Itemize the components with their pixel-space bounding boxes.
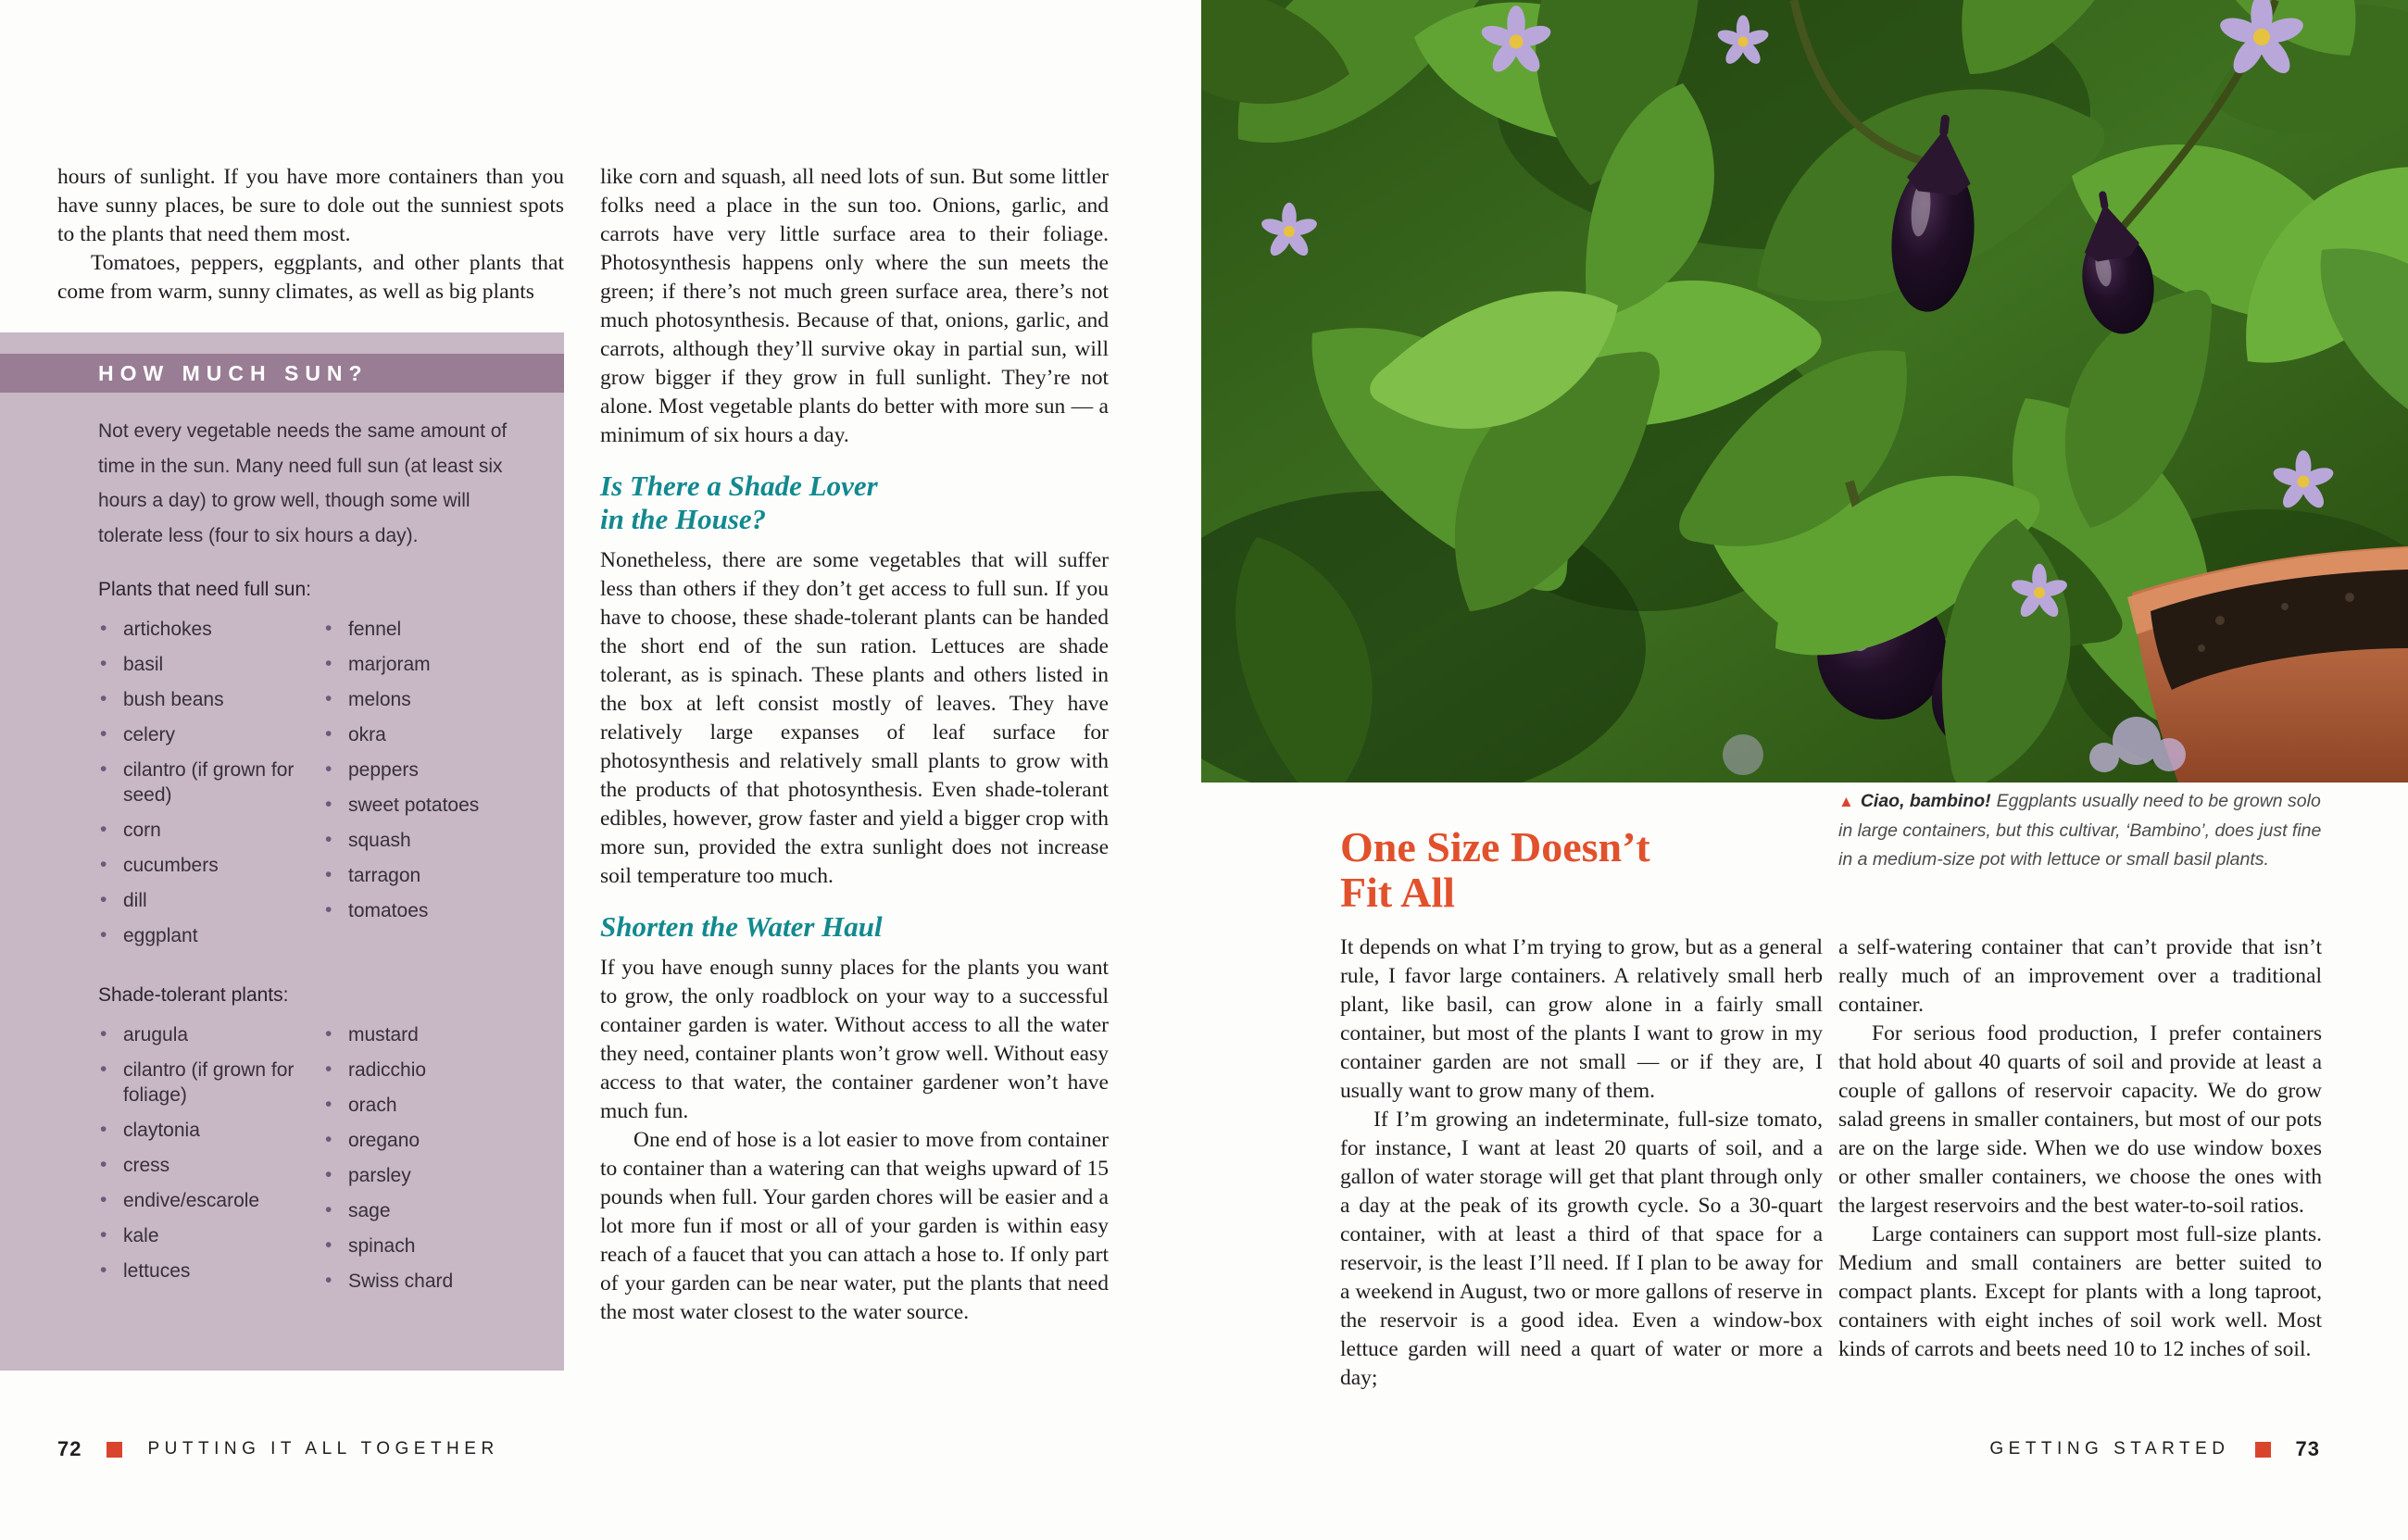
left-column-1 bbox=[57, 163, 564, 307]
running-head: GETTING STARTED bbox=[1989, 1439, 2230, 1459]
sidebar-content bbox=[98, 414, 533, 1330]
list-item: • marjoram bbox=[323, 652, 533, 677]
shade-list-label: Shade-tolerant plants: bbox=[98, 984, 289, 1006]
list-item: • tarragon bbox=[323, 863, 533, 888]
sidebar-title-band bbox=[0, 354, 564, 393]
list-item: • bush beans bbox=[98, 687, 323, 712]
heading-line: One Size Doesn’t bbox=[1340, 823, 1650, 870]
shade-list-col2 bbox=[323, 1022, 533, 1304]
heading-shade-lover bbox=[600, 470, 1109, 536]
shade-list-col1 bbox=[98, 1022, 323, 1304]
list-item: • mustard bbox=[323, 1022, 533, 1047]
right-column-2 bbox=[1838, 933, 2322, 1364]
sidebar-title: HOW MUCH SUN? bbox=[98, 360, 369, 385]
list-item: • cucumbers bbox=[98, 853, 323, 878]
page-number: 72 bbox=[57, 1437, 82, 1460]
list-item: • cress bbox=[98, 1153, 323, 1178]
list-item: • cilantro (if grown for foliage) bbox=[98, 1058, 323, 1108]
list-item: • basil bbox=[98, 652, 323, 677]
paragraph: Tomatoes, peppers, eggplants, and other plants that come from warm, sunny climates, as well as big plants bbox=[57, 251, 564, 304]
section-heading-one-size bbox=[1340, 824, 1650, 915]
full-sun-list-col1 bbox=[98, 617, 323, 958]
list-item: • Swiss chard bbox=[323, 1269, 533, 1294]
heading-line: Fit All bbox=[1340, 869, 1455, 916]
list-item: • oregano bbox=[323, 1128, 533, 1153]
full-sun-list-label: Plants that need full sun: bbox=[98, 579, 311, 600]
list-item: • tomatoes bbox=[323, 898, 533, 923]
list-item: • radicchio bbox=[323, 1058, 533, 1083]
list-item: • melons bbox=[323, 687, 533, 712]
left-column-2 bbox=[600, 163, 1109, 1327]
list-item: • lettuces bbox=[98, 1258, 323, 1283]
paragraph: If I’m growing an indeterminate, full-size tomato, for instance, I want at least 20 quarts of soil, and a gallon of water storage will get that plant through only a day at the peak of its growth cycle. So a 30-quart container, with at least a third of that space for a reservoir, is the least I’ll need. If I plan to be away for a weekend in August, two or more gallons of reserve in the reservoir is a good idea. Even a window-box lettuce garden will need a quart of water or more a day; bbox=[1340, 1108, 1823, 1390]
paragraph: Nonetheless, there are some vegetables that will suffer less than others if they don’t get access to full sun. If you have to choose, these shade-tolerant plants can be handed the short end of the sun ration. Lettuces are shade tolerant, as is spinach. These plants and others listed in the box at left consist mostly of leaves. They have relatively large expanses of leaf surface for photosynthesis and relatively small plants to grow with the products of that photosynthesis. Even shade-tolerant edibles, however, grow faster and yield a bigger crop with more sun, provided the extra sunlight does not increase soil temperature too much. bbox=[600, 548, 1109, 888]
page-number: 73 bbox=[2295, 1437, 2320, 1460]
heading-line: Shorten the Water Haul bbox=[600, 910, 883, 943]
list-item: • spinach bbox=[323, 1233, 533, 1258]
caption-triangle-icon: ▲ bbox=[1838, 793, 1854, 810]
footer-left bbox=[57, 1437, 499, 1461]
list-item: • okra bbox=[323, 722, 533, 747]
list-item: • dill bbox=[98, 888, 323, 913]
paragraph: Large containers can support most full-size plants. Medium and small containers are better suited to compact plants. Except for plants with a long taproot, containers with eight inches of soil work well. Most kinds of carrots and beets need 10 to 12 inches of soil. bbox=[1838, 1222, 2322, 1361]
list-item: • cilantro (if grown for seed) bbox=[98, 757, 323, 808]
list-item: • artichokes bbox=[98, 617, 323, 642]
running-head: PUTTING IT ALL TOGETHER bbox=[147, 1439, 499, 1459]
right-column-1 bbox=[1340, 933, 1823, 1393]
sidebar-intro: Not every vegetable needs the same amount of time in the sun. Many need full sun (at least six hours a day) to grow well, though some will tolerate less (four to six hours a day). bbox=[98, 420, 508, 546]
eggplant-photo bbox=[1201, 0, 2408, 783]
list-item: • sage bbox=[323, 1198, 533, 1223]
footer-right bbox=[1989, 1437, 2320, 1461]
heading-line: in the House? bbox=[600, 503, 767, 535]
list-item: • parsley bbox=[323, 1163, 533, 1188]
full-sun-lists bbox=[98, 617, 533, 958]
paragraph: hours of sunlight. If you have more containers than you have sunny places, be sure to dole out the sunniest spots to the plants that need them most. bbox=[57, 165, 564, 246]
full-sun-list-col2 bbox=[323, 617, 533, 958]
paragraph: If you have enough sunny places for the plants you want to grow, the only roadblock on your way to a successful container garden is water. Without access to all the water they need, container plants won’t grow well. Without easy access to that water, the container gardener won’t have much fun. bbox=[600, 956, 1109, 1123]
paragraph: For serious food production, I prefer containers that hold about 40 quarts of soil and provide at least a couple of gallons of reservoir capacity. We do grow salad greens in smaller containers, but most of our pots are on the large side. When we do use window boxes or other smaller containers, we choose the ones with the largest reservoirs and the best water-to-soil ratios. bbox=[1838, 1021, 2322, 1218]
red-square-icon bbox=[2255, 1442, 2271, 1458]
list-item: • arugula bbox=[98, 1022, 323, 1047]
caption-lead: Ciao, bambino! bbox=[1860, 791, 1991, 811]
paragraph: a self-watering container that can’t provide that isn’t really much of an improvement over a traditional container. bbox=[1838, 935, 2322, 1017]
list-item: • kale bbox=[98, 1223, 323, 1248]
sidebar-how-much-sun bbox=[0, 332, 564, 1371]
heading-line: Is There a Shade Lover bbox=[600, 470, 878, 502]
heading-water-haul bbox=[600, 910, 1109, 944]
list-item: • sweet potatoes bbox=[323, 793, 533, 818]
list-item: • peppers bbox=[323, 757, 533, 783]
list-item: • endive/escarole bbox=[98, 1188, 323, 1213]
paragraph: It depends on what I’m trying to grow, but as a general rule, I favor large containers. A relatively small herb plant, like basil, can grow alone in a fairly small container, but most of the plants I want to grow in my container garden are not small — or if they are, I usually want to grow many of them. bbox=[1340, 935, 1823, 1103]
paragraph: One end of hose is a lot easier to move from container to container than a watering can that weighs upward of 15 pounds when full. Your garden chores will be easier and a lot more fun if most or all of your garden is within easy reach of a faucet that you can attach a hose to. If only part of your garden can be near water, put the plants that need the most water closest to the water source. bbox=[600, 1128, 1109, 1324]
list-item: • celery bbox=[98, 722, 323, 747]
list-item: • fennel bbox=[323, 617, 533, 642]
caption-text: Eggplants usually need to be grown solo in large containers, but this cultivar, ‘Bambino’, does just fine in a medium-size pot with lettuce or small basil plants. bbox=[1838, 791, 2322, 870]
eggplant-photo-illustration bbox=[1201, 0, 2408, 783]
shade-lists bbox=[98, 1022, 533, 1304]
list-item: • eggplant bbox=[98, 923, 323, 948]
red-square-icon bbox=[107, 1442, 122, 1458]
photo-caption bbox=[1838, 787, 2324, 875]
list-item: • squash bbox=[323, 828, 533, 853]
list-item: • claytonia bbox=[98, 1118, 323, 1143]
paragraph: like corn and squash, all need lots of sun. But some littler folks need a place in the sun too. Onions, garlic, and carrots have very little surface area to their foliage. Photosynthesis happens only where the sun meets the green; if there’s not much green surface area, there’s not much photosynthesis. Because of that, onions, garlic, and carrots, although they’ll survive okay in partial sun, will grow bigger if they grow in full sunlight. They’re not alone. Most vegetable plants do better with more sun — a minimum of six hours a day. bbox=[600, 165, 1109, 447]
list-item: • corn bbox=[98, 818, 323, 843]
list-item: • orach bbox=[323, 1093, 533, 1118]
